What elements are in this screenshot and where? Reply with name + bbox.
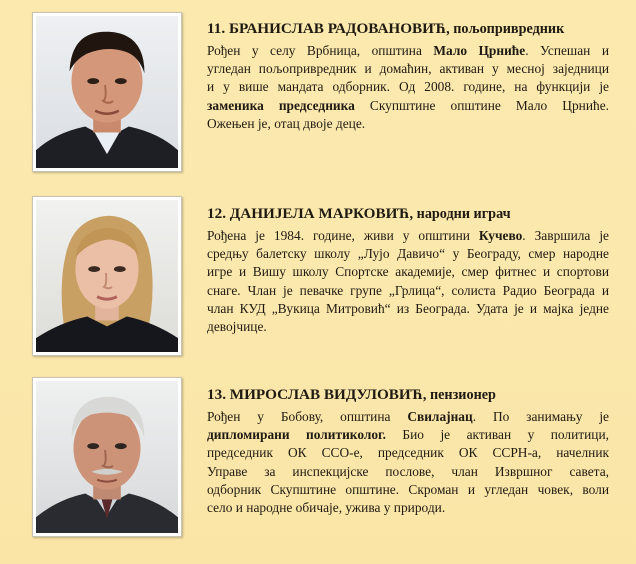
text-run: . Успешан и	[525, 43, 609, 58]
candidate-heading	[207, 20, 609, 38]
text-line	[207, 78, 609, 96]
candidate-bio	[207, 205, 609, 336]
text-line	[207, 444, 609, 462]
woman-portrait-blonde-icon	[36, 200, 178, 352]
text-run: девојчице.	[207, 319, 267, 335]
text-run: Управе за инспекцијске послове, члан Извршног савета,	[207, 463, 609, 479]
candidate-photo	[32, 12, 182, 172]
text-line	[207, 42, 609, 60]
text-line	[207, 463, 609, 481]
text-run: одборник Скупштине општине. Скроман и угледан човек, воли	[207, 481, 609, 497]
text-line	[207, 318, 609, 336]
text-line	[207, 282, 609, 300]
candidate-number: 12.	[207, 205, 226, 222]
candidate-photo	[32, 377, 182, 537]
text-line	[207, 481, 609, 499]
text-line	[207, 426, 609, 444]
bold-text-run: Мало Црниће	[433, 43, 526, 58]
candidate-number: 11.	[207, 20, 226, 37]
text-run: и у више мандата одборник. Од 2008. године, на функцији је	[207, 79, 609, 95]
candidate-photo	[32, 196, 182, 356]
text-run: Рођен у селу Врбница, општина	[207, 43, 434, 58]
candidate-bio	[207, 20, 609, 133]
candidate-occupation: , народни играч	[409, 206, 511, 222]
text-run: Скупштине општине Мало Црниће.	[354, 97, 609, 113]
candidate-heading	[207, 386, 609, 404]
text-run: Рођен у Бобову, општина	[207, 409, 408, 424]
candidate-name: МИРОСЛАВ ВИДУЛОВИЋ	[229, 386, 423, 403]
text-run: Био је активан у политици,	[385, 427, 609, 443]
candidate-description	[207, 227, 609, 336]
man-portrait-dark-hair-icon	[36, 16, 178, 168]
text-line	[207, 97, 609, 115]
bold-text-run: заменика председника	[207, 97, 355, 113]
text-run: средњу балетску школу „Лујо Давичо“ у Београду, смер народне	[207, 246, 609, 262]
text-line	[207, 227, 609, 245]
text-line	[207, 263, 609, 281]
candidate-description	[207, 42, 609, 133]
bold-text-run: дипломирани политиколог.	[207, 427, 386, 443]
candidate-occupation: , пољопривредник	[446, 21, 565, 37]
text-line	[207, 408, 609, 426]
text-line	[207, 115, 609, 133]
text-run: село и народне обичаје, ужива у природи.	[207, 500, 446, 516]
text-run: снаге. Члан је певачке групе „Грлица“, солиста Радио Београда и	[207, 282, 609, 298]
bold-text-run: Свилајнац	[407, 409, 473, 424]
candidate-number: 13.	[207, 386, 226, 403]
candidate-name: ДАНИЈЕЛА МАРКОВИЋ	[229, 205, 410, 222]
text-line	[207, 245, 609, 263]
candidate-occupation: , пензионер	[422, 387, 496, 403]
candidate-heading	[207, 205, 609, 223]
candidate-description	[207, 408, 609, 517]
text-line	[207, 300, 609, 318]
text-run: Рођена је 1984. године, живи у општини	[207, 228, 479, 243]
text-line	[207, 60, 609, 78]
text-run: угледан пољопривредник и домаћин, активан у месној заједници	[207, 61, 609, 77]
text-line	[207, 499, 609, 517]
man-portrait-gray-hair-icon	[36, 381, 178, 533]
candidate-name: БРАНИСЛАВ РАДОВАНОВИЋ	[228, 20, 447, 37]
text-run: члан КУД „Вукица Митровић“ из Београда. Удата је и мајка једне	[207, 300, 609, 316]
candidate-bio	[207, 386, 609, 517]
text-run: председник ОК ССО-е, председник ОК ССРН-а, начелник	[207, 445, 609, 461]
bold-text-run: Кучево	[478, 228, 523, 243]
text-run: . Завршила је	[522, 228, 609, 243]
text-run: . По занимању је	[472, 409, 609, 424]
text-run: Ожењен је, отац двоје деце.	[207, 115, 366, 131]
text-run: игре и Вишу школу Спортске академије, смер фитнес и спортови	[207, 264, 609, 280]
